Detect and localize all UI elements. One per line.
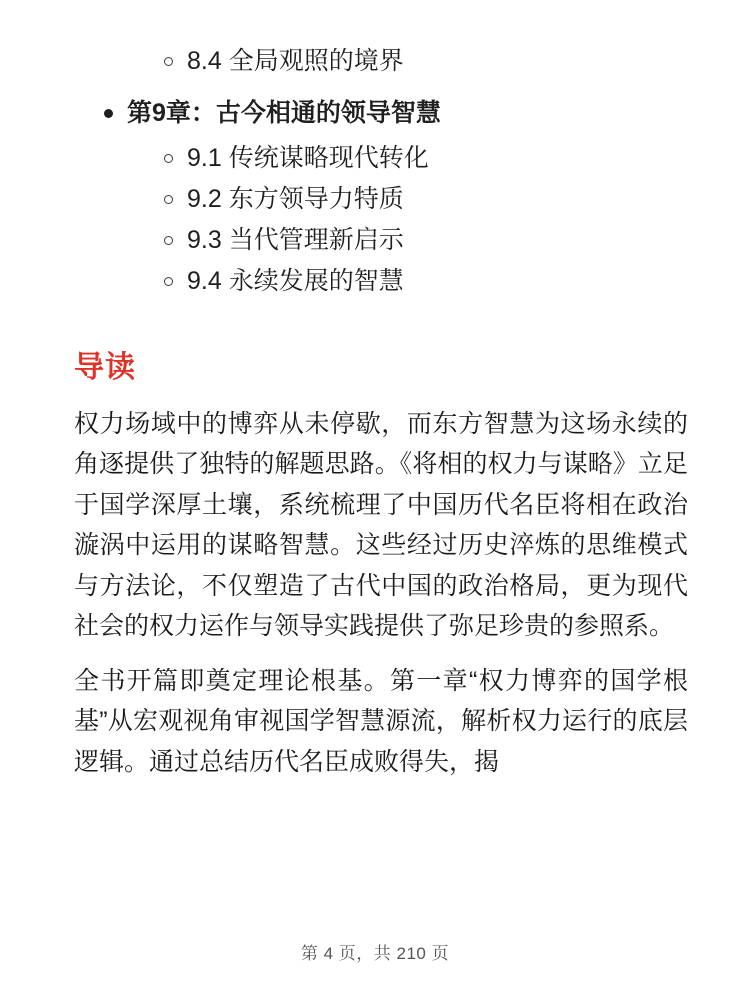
list-item[interactable]	[56, 263, 694, 299]
hollow-circle-bullet-icon	[164, 236, 173, 245]
body-paragraph: 权力场域中的博弈从未停歇，而东方智慧为这场永续的角逐提供了独特的解题思路。《将相的权力与谋略》立足于国学深厚土壤，系统梳理了中国历代名臣将相在政治漩涡中运用的谋略智慧。这些经过历史淬炼的思维模式与方法论，不仅塑造了古代中国的政治格局，更为现代社会的权力运作与领导实践提供了弥足珍贵的参照系。	[74, 409, 688, 640]
list-item[interactable]	[56, 43, 694, 79]
hollow-circle-bullet-icon	[164, 154, 173, 163]
filled-circle-bullet-icon	[104, 109, 113, 118]
body-paragraph: 全书开篇即奠定理论根基。第一章“权力博弈的国学根基”从宏观视角审视国学智慧源流，解析权力运行的底层逻辑。通过总结历代名臣成败得失，揭	[74, 666, 688, 776]
page-footer: 第 4 页，共 210 页	[300, 944, 450, 963]
list-item[interactable]	[56, 222, 694, 258]
table-of-contents	[56, 43, 694, 300]
toc-item-label: 9.3 当代管理新启示	[187, 226, 404, 254]
hollow-circle-bullet-icon	[164, 277, 173, 286]
list-item[interactable]	[56, 140, 694, 176]
list-item[interactable]	[56, 181, 694, 217]
hollow-circle-bullet-icon	[164, 57, 173, 66]
section-heading: 导读	[74, 350, 136, 384]
toc-item-label: 9.4 永续发展的智慧	[187, 267, 404, 296]
list-item[interactable]	[56, 95, 694, 131]
toc-item-label: 9.1 传统谋略现代转化	[187, 143, 429, 172]
hollow-circle-bullet-icon	[164, 195, 173, 204]
toc-item-label: 第9章：古今相通的领导智慧	[127, 99, 441, 128]
toc-item-label: 9.2 东方领导力特质	[187, 184, 404, 213]
toc-item-label: 8.4 全局观照的境界	[187, 47, 404, 75]
